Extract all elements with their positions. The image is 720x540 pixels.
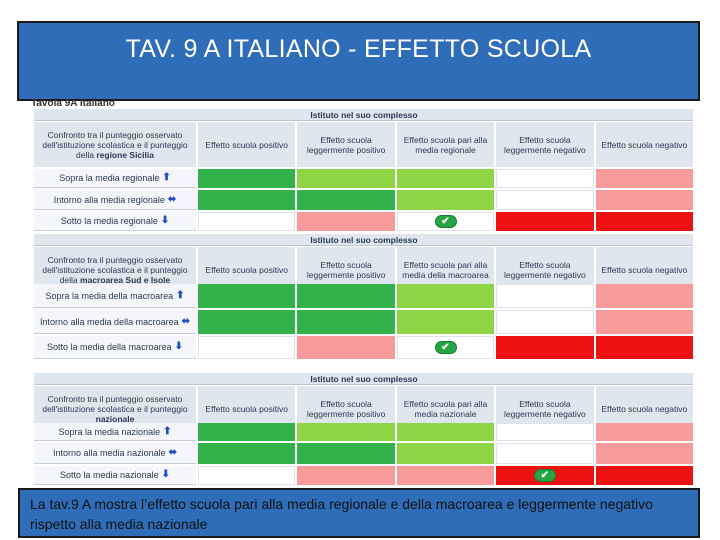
table-row — [34, 169, 693, 188]
cell-average — [397, 190, 494, 210]
compare-prefix: Confronto tra il punteggio osservato dell'istituzione scolastica e il punteggio della — [42, 254, 188, 285]
column-header: Effetto scuola pari alla media nazionale — [397, 386, 494, 431]
arrow-left-right-icon: ⬌ — [168, 447, 177, 458]
row-label — [34, 336, 196, 359]
cell-slightly-negative — [496, 284, 593, 308]
cell-average — [397, 212, 494, 231]
column-header: Effetto scuola leggermente positivo — [297, 247, 394, 292]
effetto-scuola-table — [31, 99, 693, 489]
column-header: Effetto scuola leggermente positivo — [297, 122, 394, 167]
arrow-up-icon: ⬆ — [162, 172, 171, 183]
table-block-nazionale — [34, 373, 693, 485]
column-header: Effetto scuola negativo — [596, 386, 693, 431]
cell-positive — [198, 169, 295, 188]
table-row — [34, 443, 693, 464]
column-header: Effetto scuola positivo — [198, 386, 295, 431]
cell-negative — [596, 466, 693, 485]
table-row — [34, 466, 693, 485]
arrow-up-icon: ⬆ — [163, 425, 172, 437]
row-label — [34, 423, 196, 441]
section-title: Istituto nel suo complesso — [310, 110, 418, 120]
cell-average — [397, 423, 494, 441]
check-icon: ✔ — [534, 469, 556, 482]
row-label — [34, 169, 196, 188]
arrow-left-right-icon: ⬌ — [167, 193, 177, 205]
cell-slightly-negative — [496, 310, 593, 334]
check-icon: ✔ — [435, 215, 457, 228]
cell-average — [397, 336, 494, 359]
cell-slightly-positive — [297, 336, 394, 359]
cell-slightly-positive — [297, 310, 394, 334]
cell-average — [397, 466, 494, 485]
cell-slightly-positive — [297, 443, 394, 464]
table-row — [34, 284, 693, 308]
section-header — [34, 109, 693, 121]
cell-average — [397, 310, 494, 334]
table-block-regione — [34, 109, 693, 227]
cell-slightly-positive — [297, 212, 394, 231]
cell-negative — [596, 190, 693, 210]
arrow-left-right-icon: ⬌ — [181, 315, 190, 327]
cell-positive — [198, 284, 295, 308]
section-header — [34, 373, 693, 385]
table-row — [34, 212, 693, 231]
cell-positive — [198, 336, 295, 359]
cell-negative — [596, 212, 693, 231]
table-block-macroarea — [34, 234, 693, 359]
cell-positive — [198, 190, 295, 210]
row-label — [34, 190, 196, 210]
cell-slightly-negative — [496, 466, 593, 485]
compare-prefix: Confronto tra il punteggio osservato dell'istituzione scolastica e il punteggio — [42, 393, 188, 414]
cell-average — [397, 284, 494, 308]
column-headers — [34, 122, 693, 167]
cell-slightly-negative — [496, 212, 593, 231]
cell-slightly-negative — [496, 190, 593, 210]
cell-average — [397, 443, 494, 464]
row-label-text: Sotto la media nazionale — [60, 470, 159, 480]
slide-caption: La tav.9 A mostra l’effetto scuola pari alla media regionale e della macroarea e leggermente negativo rispetto alla media nazionale — [18, 488, 700, 538]
cell-slightly-negative — [496, 443, 593, 464]
row-label-text: Intorno alla media nazionale — [53, 448, 166, 458]
slide-title-bar — [17, 21, 700, 101]
cell-slightly-positive — [297, 284, 394, 308]
table-row — [34, 310, 693, 334]
column-header: Effetto scuola negativo — [596, 247, 693, 292]
cell-slightly-positive — [297, 190, 394, 210]
cell-slightly-positive — [297, 423, 394, 441]
column-header: Effetto scuola positivo — [198, 247, 295, 292]
cell-negative — [596, 423, 693, 441]
row-label — [34, 466, 196, 485]
row-label — [34, 310, 196, 334]
cell-slightly-negative — [496, 336, 593, 359]
arrow-down-icon: ⬇ — [161, 469, 170, 480]
cell-negative — [596, 284, 693, 308]
cell-positive — [198, 423, 295, 441]
column-header: Effetto scuola leggermente negativo — [496, 122, 593, 167]
cell-positive — [198, 443, 295, 464]
column-header: Effetto scuola pari alla media regionale — [397, 122, 494, 167]
row-label — [34, 212, 196, 231]
cell-slightly-negative — [496, 423, 593, 441]
section-title: Istituto nel suo complesso — [310, 374, 418, 384]
arrow-down-icon: ⬇ — [160, 215, 170, 226]
compare-target: macroarea Sud e Isole — [80, 274, 171, 285]
column-header: Effetto scuola leggermente positivo — [297, 386, 394, 431]
row-label-text: Sotto la media regionale — [60, 216, 158, 226]
cell-slightly-positive — [297, 169, 394, 188]
cell-slightly-negative — [496, 169, 593, 188]
column-header: Effetto scuola pari alla media della macroarea — [397, 247, 494, 292]
column-header: Effetto scuola leggermente negativo — [496, 386, 593, 431]
table-row — [34, 336, 693, 359]
cell-negative — [596, 169, 693, 188]
cell-positive — [198, 212, 295, 231]
arrow-up-icon: ⬆ — [176, 289, 185, 301]
cell-negative — [596, 310, 693, 334]
cell-positive — [198, 310, 295, 334]
cell-positive — [198, 466, 295, 485]
compare-header — [34, 122, 196, 167]
column-header: Effetto scuola leggermente negativo — [496, 247, 593, 292]
cell-negative — [596, 336, 693, 359]
arrow-down-icon: ⬇ — [174, 341, 183, 352]
compare-prefix: Confronto tra il punteggio osservato dell'istituzione scolastica e il punteggio della — [42, 129, 188, 160]
cell-negative — [596, 443, 693, 464]
row-label-text: Intorno alla media regionale — [53, 194, 165, 205]
table-row — [34, 190, 693, 210]
column-header: Effetto scuola negativo — [596, 122, 693, 167]
compare-target: regione Sicilia — [96, 149, 154, 160]
column-header: Effetto scuola positivo — [198, 122, 295, 167]
row-label-text: Sopra la media regionale — [59, 173, 160, 183]
section-header — [34, 234, 693, 246]
row-label — [34, 284, 196, 308]
table-row — [34, 423, 693, 441]
cell-slightly-positive — [297, 466, 394, 485]
row-label-text: Sopra la media nazionale — [58, 426, 161, 437]
section-title: Istituto nel suo complesso — [310, 235, 418, 245]
row-label-text: Sopra la media della macroarea — [45, 290, 174, 301]
compare-target: nazionale — [95, 413, 135, 424]
check-icon: ✔ — [435, 341, 457, 354]
cell-average — [397, 169, 494, 188]
row-label-text: Sotto la media della macroarea — [47, 342, 172, 352]
slide-title: TAV. 9 A ITALIANO - EFFETTO SCUOLA — [125, 35, 592, 63]
row-label — [34, 443, 196, 464]
row-label-text: Intorno alla media della macroarea — [40, 316, 179, 327]
sheet-title: Tavola 9A Italiano — [31, 98, 115, 109]
